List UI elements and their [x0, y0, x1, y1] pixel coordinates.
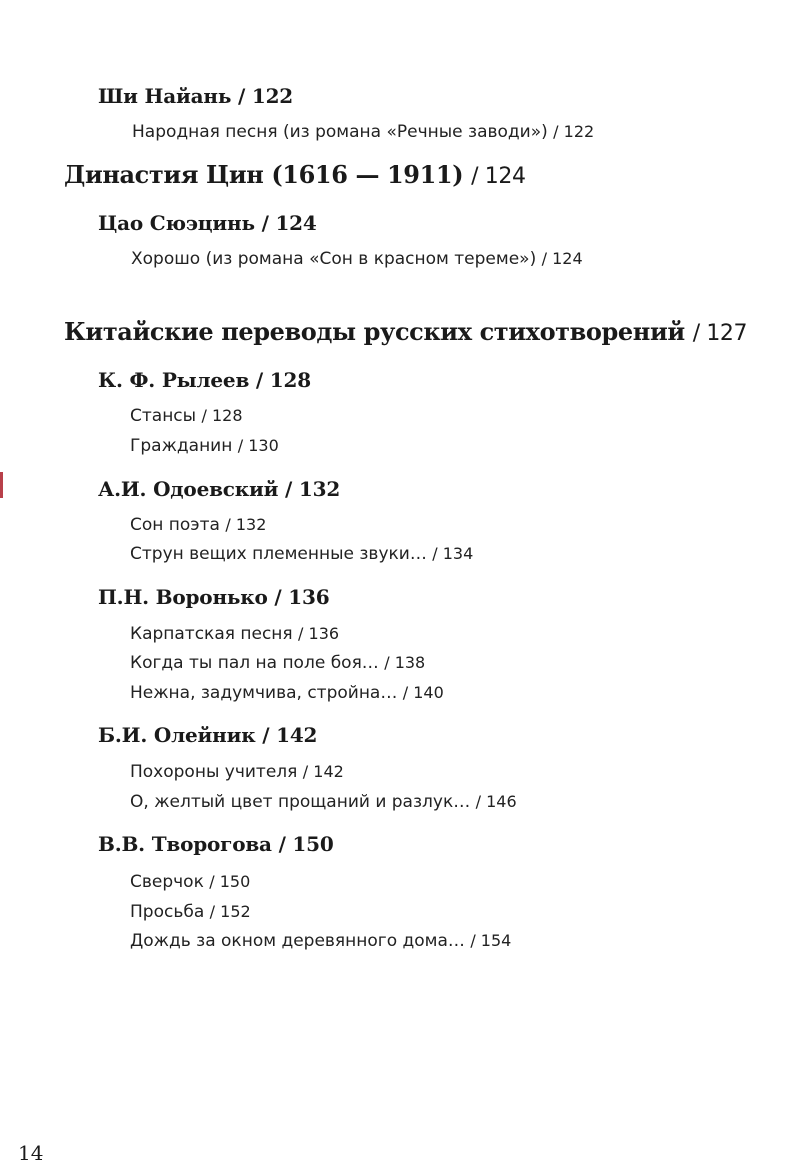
- author-page: / 136: [274, 585, 330, 609]
- poem-title: Нежна, задумчива, стройна…: [130, 683, 398, 703]
- poem-page: / 130: [237, 436, 279, 455]
- toc-poem-entry: [130, 626, 339, 643]
- toc-section-entry: [64, 160, 526, 189]
- poem-title: Сон поэта: [130, 515, 220, 535]
- author-page: / 124: [261, 211, 317, 235]
- toc-poem-entry: [130, 764, 344, 781]
- toc-poem-entry: [130, 546, 473, 563]
- toc-section-entry: [64, 317, 748, 346]
- author-name: Б.И. Олейник: [98, 723, 256, 747]
- toc-poem-entry: [130, 874, 250, 891]
- section-page: / 124: [471, 164, 526, 189]
- poem-page: / 134: [432, 544, 474, 563]
- author-name: К. Ф. Рылеев: [98, 368, 250, 392]
- toc-author-entry: [98, 725, 317, 745]
- poem-title: Когда ты пал на поле боя…: [130, 653, 379, 673]
- author-page: / 122: [238, 84, 294, 108]
- poem-page: / 150: [209, 872, 251, 891]
- poem-page: / 136: [298, 624, 340, 643]
- poem-page: / 140: [402, 683, 444, 702]
- poem-title: Сверчок: [130, 872, 204, 892]
- author-page: / 128: [255, 368, 311, 392]
- toc-author-entry: [98, 86, 293, 106]
- author-page: / 150: [278, 832, 334, 856]
- page-edge-mark: [0, 472, 3, 498]
- toc-author-entry: [98, 370, 311, 390]
- poem-page: / 146: [475, 792, 517, 811]
- poem-title: О, желтый цвет прощаний и разлук…: [130, 792, 471, 812]
- author-page: / 132: [285, 477, 341, 501]
- author-name: Цао Сюэцинь: [98, 211, 255, 235]
- poem-page: / 124: [541, 249, 583, 268]
- poem-title: Карпатская песня: [130, 624, 293, 644]
- poem-title: Просьба: [130, 902, 205, 922]
- section-title: Китайские переводы русских стихотворений: [64, 317, 685, 346]
- toc-poem-entry: [130, 517, 266, 534]
- author-name: Ши Найань: [98, 84, 232, 108]
- author-name: А.И. Одоевский: [98, 477, 279, 501]
- toc-author-entry: [98, 587, 329, 607]
- section-page: / 127: [692, 321, 748, 346]
- toc-poem-entry: [130, 933, 511, 950]
- toc-author-entry: [98, 479, 340, 499]
- poem-page: / 128: [201, 406, 243, 425]
- poem-page: / 132: [225, 515, 267, 534]
- author-name: В.В. Творогова: [98, 832, 272, 856]
- poem-page: / 152: [209, 902, 251, 921]
- toc-poem-entry: [132, 124, 594, 141]
- poem-title: Дождь за окном деревянного дома…: [130, 931, 465, 951]
- page-number: 14: [18, 1141, 44, 1165]
- author-page: / 142: [262, 723, 318, 747]
- poem-page: / 142: [302, 762, 344, 781]
- poem-title: Похороны учителя: [130, 762, 303, 782]
- poem-title: Хорошо (из романа «Сон в красном тереме»): [131, 249, 537, 269]
- poem-page: / 138: [384, 653, 426, 672]
- toc-author-entry: [98, 213, 317, 233]
- toc-author-entry: [98, 834, 334, 854]
- toc-poem-entry: [130, 685, 444, 702]
- toc-poem-entry: [130, 408, 243, 425]
- toc-poem-entry: [131, 251, 583, 268]
- toc-poem-entry: [130, 438, 279, 455]
- author-name: П.Н. Воронько: [98, 585, 268, 609]
- poem-page: / 154: [470, 931, 512, 950]
- toc-poem-entry: [130, 794, 517, 811]
- poem-title: Струн вещих племенные звуки…: [130, 544, 427, 564]
- toc-poem-entry: [130, 655, 425, 672]
- poem-page: / 122: [553, 122, 595, 141]
- section-title: Династия Цин (1616 — 1911): [64, 160, 464, 189]
- poem-title: Гражданин: [130, 436, 233, 456]
- toc-poem-entry: [130, 904, 251, 921]
- poem-title: Стансы: [130, 406, 197, 426]
- poem-title: Народная песня (из романа «Речные заводи»): [132, 122, 548, 142]
